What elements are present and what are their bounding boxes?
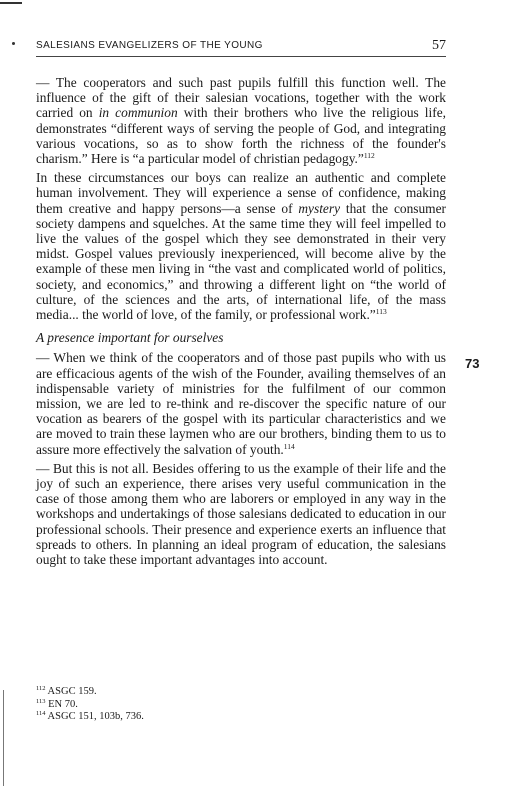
footnote: $^{113}$ EN 70. bbox=[36, 697, 78, 710]
emphasis: mystery bbox=[298, 200, 341, 216]
paragraph-4: — But this is not all. Besides offering to us the example of their life and the joy of such an experience, there arises very useful communication in the case of those among them who are laborers or employed in any way in the workshops and undertakings of those salesians dedicated to education in our professional schools. Their presence and experience exerts an influence that spreads to others. In planning an ideal program of education, the salesians ought to take these important advantages into account. bbox=[36, 460, 446, 568]
main-text bbox=[36, 75, 446, 571]
paragraph-1: — The cooperators and such past pupils fulfill this function well. The influence of the gift of their salesian vocations, together with the work carried on in communion with their brothers who live the religious life, demonstrates “different ways of serving the people of God, and integrating various vocations, so as to show forth the richness of the founder's charism.” Here is “a particular model of christian pedagogy.”$^{112}$ bbox=[36, 75, 446, 167]
footnote: $^{112}$ ASGC 159. bbox=[36, 685, 97, 697]
paragraph-3: — When we think of the cooperators and of those past pupils who with us are efficacious agents of the wish of the Founder, availing themselves of an indispensable variety of ministries for the fulfilment of our common mission, we are led to re-think and re-discover the specific nature of our vocation as bearers of the gospel with its particular characteristics and we are moved to train these laymen who are our brothers, binding them to us to assure more effectively the salvation of youth.$^{114}$ bbox=[36, 350, 446, 457]
emphasis: in communion bbox=[98, 105, 178, 121]
footnote-ref: 114 bbox=[283, 441, 295, 451]
scan-edge-line bbox=[3, 690, 4, 786]
paragraph-2: In these circumstances our boys can realize an authentic and complete human involvement. They will experience a sense of confidence, making them creative and happy persons—a sense of mystery that the consumer society dampens and squelches. At the same time they will feel impelled to live the values of the gospel which they see demonstrated in their very midst. Gospel values previously inexperienced, will become alive by the example of these men living in “the vast and complicated world of politics, society, and economics,” and throwing a different light on “the world of culture, of the sciences and the arts, of international life, of the mass media... the world of love, of the family, or professional work.”$^{113}$ bbox=[36, 170, 446, 323]
footnotes bbox=[36, 686, 446, 724]
footnote-ref: 112 bbox=[363, 151, 375, 161]
footnote: $^{114}$ ASGC 151, 103b, 736. bbox=[36, 710, 144, 722]
margin-paragraph-number: 73 bbox=[465, 356, 480, 371]
running-header bbox=[36, 38, 446, 57]
corner-mark bbox=[0, 2, 22, 4]
margin-dot bbox=[12, 42, 15, 45]
page-number: 57 bbox=[432, 38, 446, 53]
running-title: SALESIANS EVANGELIZERS OF THE YOUNG bbox=[36, 40, 263, 51]
footnote-ref: 113 bbox=[375, 307, 387, 317]
section-subheading: A presence important for ourselves bbox=[36, 330, 224, 346]
